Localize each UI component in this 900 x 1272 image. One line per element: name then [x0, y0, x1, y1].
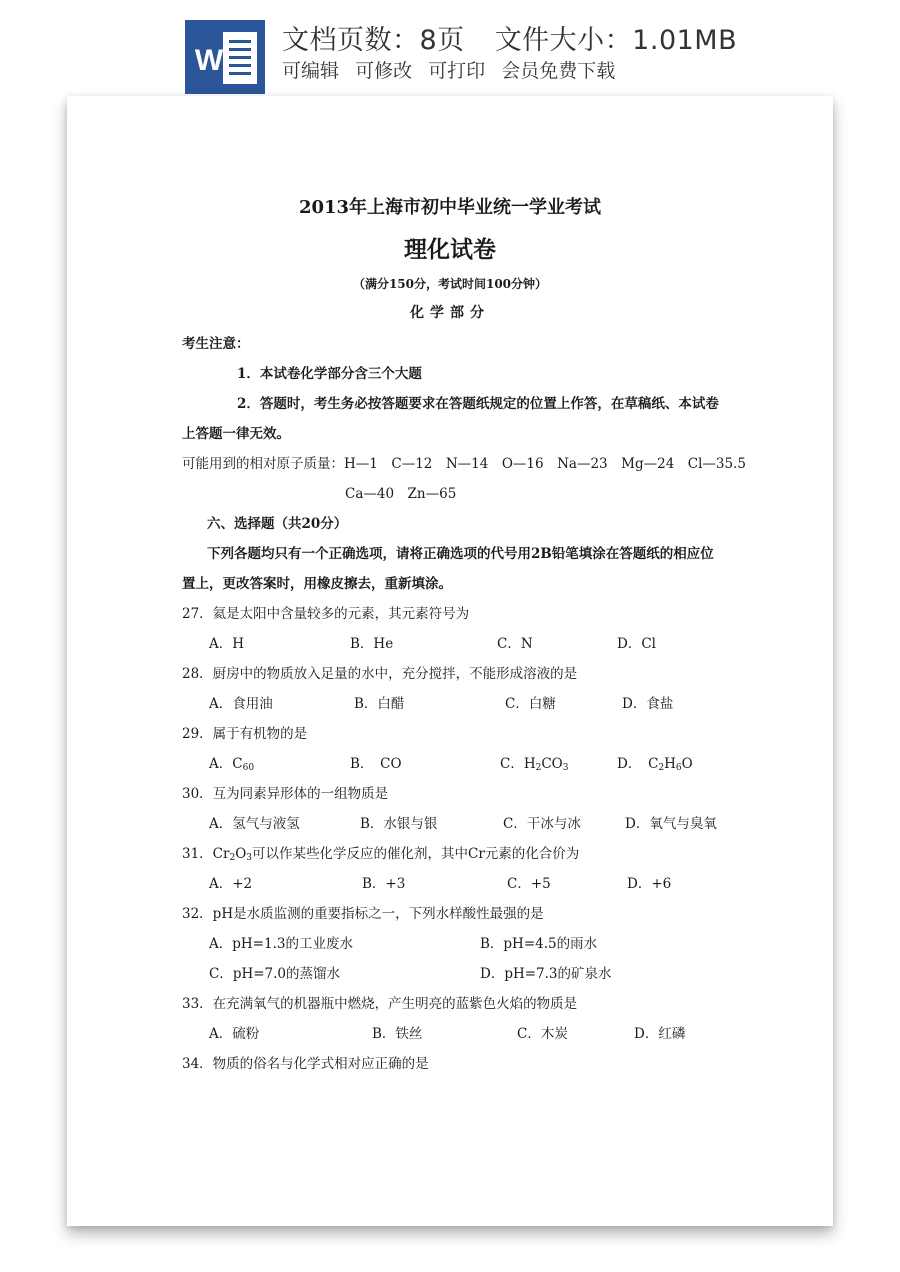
download-banner — [0, 0, 900, 96]
question-29-option-d: D． $C_2H_6O$ — [617, 756, 693, 773]
question-31-stem: 31．$Cr_2O_3$可以作某些化学反应的催化剂，其中Cr元素的化合价为 — [182, 846, 580, 863]
atomic-masses-line-1: 可能用到的相对原子质量：H—1 C—12 N—14 O—16 Na—23 Mg—24 Cl—35.5 — [182, 456, 746, 472]
question-32-option-b: B．pH=4.5的雨水 — [480, 936, 598, 952]
page-count: 文档页数：8页 — [282, 25, 465, 56]
notice-item-1: 1．本试卷化学部分含三个大题 — [237, 366, 422, 382]
question-33-option-a: A．硫粉 — [209, 1026, 260, 1042]
question-32-option-d: D．pH=7.3的矿泉水 — [480, 966, 612, 982]
question-28-option-b: B．白醋 — [354, 696, 405, 712]
question-33-stem: 33．在充满氧气的机器瓶中燃烧，产生明亮的蓝紫色火焰的物质是 — [182, 996, 578, 1012]
feature-printable: 可打印 — [428, 60, 486, 82]
question-33-option-d: D．红磷 — [634, 1026, 686, 1042]
notice-item-2: 2．答题时，考生务必按答题要求在答题纸规定的位置上作答，在草稿纸、本试卷 — [237, 396, 719, 412]
question-27-option-b: B．He — [350, 636, 394, 652]
question-29-option-b: B． CO — [350, 756, 402, 772]
question-31-option-b: B．+3 — [362, 876, 406, 892]
question-27-option-d: D．Cl — [617, 636, 656, 652]
question-27-stem: 27．氦是太阳中含量较多的元素，其元素符号为 — [182, 606, 470, 622]
question-27-option-a: A．H — [209, 636, 245, 652]
document-page — [67, 96, 833, 1226]
question-32-stem: 32．pH是水质监测的重要指标之一，下列水样酸性最强的是 — [182, 906, 544, 922]
feature-modifiable: 可修改 — [355, 60, 413, 82]
exam-meta: （满分150分，考试时间100分钟） — [352, 277, 548, 291]
question-28-option-c: C．白糖 — [505, 696, 556, 712]
question-29-option-c: C．$H_2CO_3$ — [500, 756, 569, 773]
question-28-option-a: A．食用油 — [209, 696, 273, 712]
question-32-option-c: C．pH=7.0的蒸馏水 — [209, 966, 341, 982]
question-33-option-b: B．铁丝 — [372, 1026, 423, 1042]
file-info — [282, 18, 737, 57]
question-30-stem: 30．互为同素异形体的一组物质是 — [182, 786, 389, 802]
word-icon-letter: W — [194, 44, 224, 77]
question-31-option-a: A．+2 — [209, 876, 253, 892]
question-27-option-c: C．N — [497, 636, 533, 652]
question-28-stem: 28．厨房中的物质放入足量的水中，充分搅拌，不能形成溶液的是 — [182, 666, 578, 682]
question-29-stem: 29．属于有机物的是 — [182, 726, 308, 742]
feature-list — [282, 56, 625, 83]
atomic-masses-line-2: Ca—40 Zn—65 — [345, 486, 457, 502]
instructions: 下列各题均只有一个正确选项，请将正确选项的代号用2B铅笔填涂在答题纸的相应位 — [207, 546, 714, 562]
feature-editable: 可编辑 — [282, 60, 340, 82]
question-30-option-b: B．水银与银 — [360, 816, 438, 832]
question-31-option-d: D．+6 — [627, 876, 672, 892]
word-document-icon — [185, 20, 265, 94]
question-28-option-d: D．食盐 — [622, 696, 674, 712]
notice-heading: 考生注意： — [182, 336, 250, 352]
question-30-option-a: A．氢气与液氢 — [209, 816, 300, 832]
question-33-option-c: C．木炭 — [517, 1026, 568, 1042]
question-31-option-c: C．+5 — [507, 876, 551, 892]
question-34-stem: 34．物质的俗名与化学式相对应正确的是 — [182, 1056, 429, 1072]
question-30-option-d: D．氧气与臭氧 — [625, 816, 717, 832]
instructions-cont: 置上，更改答案时，用橡皮擦去，重新填涂。 — [182, 576, 452, 592]
part-heading: 六、选择题（共20分） — [207, 516, 348, 532]
exam-title: 2013年上海市初中毕业统一学业考试 — [298, 197, 602, 218]
question-29-option-a: A．$C_{60}$ — [209, 756, 255, 773]
section-title: 化学部分 — [410, 305, 490, 321]
notice-item-2-cont: 上答题一律无效。 — [182, 426, 290, 442]
question-32-option-a: A．pH=1.3的工业废水 — [209, 936, 353, 952]
exam-subtitle: 理化试卷 — [404, 236, 496, 263]
file-size: 文件大小：1.01MB — [494, 25, 738, 56]
question-30-option-c: C．干冰与冰 — [503, 816, 581, 832]
feature-member-download: 会员免费下载 — [501, 60, 616, 82]
